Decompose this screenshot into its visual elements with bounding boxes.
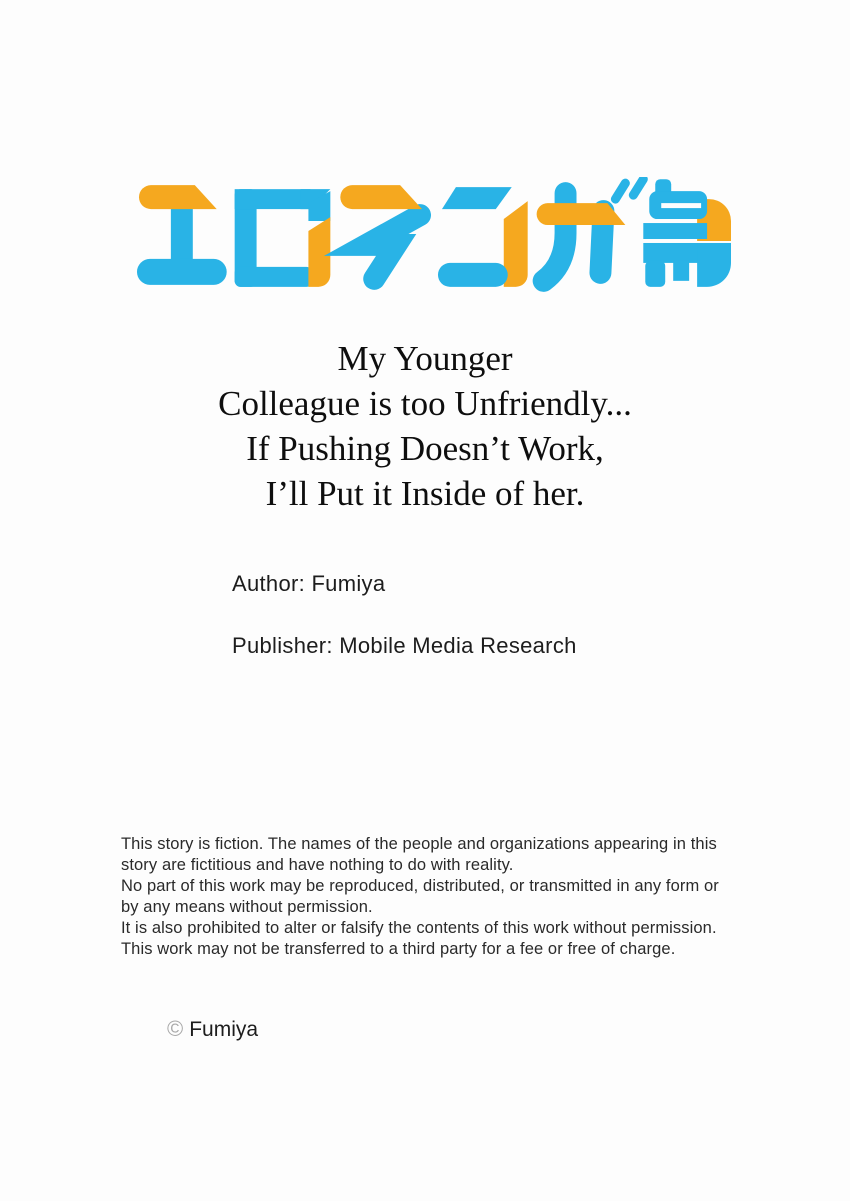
book-title	[0, 336, 850, 516]
author-line: Author: Fumiya	[232, 571, 386, 596]
logo-glyph-ma	[340, 185, 422, 279]
disclaimer-line: It is also prohibited to alter or falsify the contents of this work without permission.	[121, 919, 717, 937]
publisher-line: Publisher: Mobile Media Research	[232, 633, 577, 658]
book-title-line: My Younger	[337, 339, 513, 378]
book-title-line: I’ll Put it Inside of her.	[265, 474, 585, 513]
disclaimer-line: No part of this work may be reproduced, distributed, or transmitted in any form or	[121, 877, 719, 895]
logo-glyph-e	[137, 185, 227, 285]
eromanga-logo-icon	[133, 177, 731, 295]
logo-glyph-n	[438, 187, 528, 287]
publisher-logo	[133, 177, 731, 295]
disclaimer-line: by any means without permission.	[121, 898, 373, 916]
disclaimer-line: This work may not be transferred to a third party for a fee or free of charge.	[121, 940, 676, 958]
disclaimer-line: story are fictitious and have nothing to do with reality.	[121, 856, 514, 874]
copyright-line	[167, 1016, 258, 1042]
logo-glyph-ga	[537, 179, 644, 281]
logo-glyph-ro	[235, 189, 331, 287]
disclaimer-line: This story is fiction. The names of the people and organizations appearing in this	[121, 835, 717, 853]
logo-glyph-shima	[643, 179, 731, 287]
disclaimer-block	[121, 834, 761, 960]
copyright-icon: ©	[167, 1016, 184, 1041]
copyright-name: Fumiya	[189, 1018, 259, 1041]
book-title-line: Colleague is too Unfriendly...	[218, 384, 632, 423]
credits-block	[232, 570, 577, 660]
book-title-line: If Pushing Doesn’t Work,	[246, 429, 604, 468]
